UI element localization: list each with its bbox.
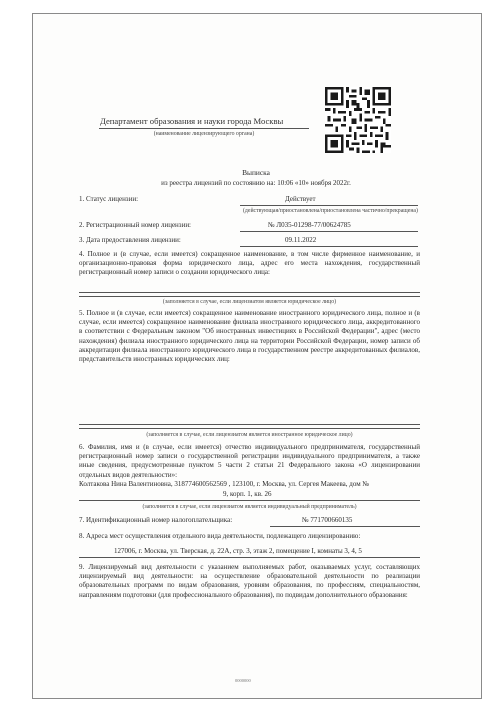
section-5-line-1 bbox=[79, 424, 420, 425]
section-4-caption: (заполняется в случае, если лицензиатом является юридическое лицо) bbox=[162, 299, 337, 305]
section-5-text: 5. Полное и (в случае, если имеется) сокращенное наименование иностранного юридического лица, полное и (в случае, если имеется) сокращенное наименование филиала иностранного юридического лица, аккредитованного в соответствии с Федеральным законом "Об иностранных инвестициях в Российской Федерации", адрес (место нахождения) филиала иностранного юридического лица на территории Российской Федерации, номер записи об аккредитации филиала иностранного юридического лица в государственном реестре аккредитованных филиалов, представительств иностранных юридических лиц: bbox=[79, 309, 420, 364]
section-9-text: 9. Лицензируемый вид деятельности с указанием выполняемых работ, оказываемых услуг, составляющих лицензируемый вид деятельности: на осуществление образовательной деятельности по реализации образовательных программ по видам образования, уровням образования, по профессиям, специальностям, направлениям подготовки (для профессионального образования), по подвидам дополнительного образования: bbox=[79, 563, 420, 599]
section-6-underline bbox=[79, 500, 420, 501]
entrepreneur-details-line-2: 9, корп. 1, кв. 26 bbox=[223, 490, 272, 498]
entrepreneur-details-line-1: Колтакова Нина Валентиновна, 318774600562569 , 123100, г. Москва, ул. Сергея Макеева, дом № bbox=[79, 480, 370, 488]
inn-value: № 771700660135 bbox=[302, 516, 353, 524]
activity-address: 127006, г. Москва, ул. Тверская, д. 22А, стр. 3, этаж 2, помещение I, комнаты 3, 4, 5 bbox=[114, 547, 362, 555]
inn-label: 7. Идентификационный номер налогоплательщика: bbox=[79, 516, 233, 524]
authority-caption: (наименование лицензирующего органа) bbox=[153, 131, 255, 137]
status-label: 1. Статус лицензии: bbox=[79, 195, 139, 203]
status-value: Действует bbox=[285, 195, 316, 203]
section-8-underline bbox=[79, 557, 420, 558]
qr-code-icon bbox=[325, 87, 391, 153]
status-underline bbox=[240, 205, 418, 206]
document-title: Выписка bbox=[242, 168, 270, 177]
authority-underline bbox=[99, 128, 309, 129]
license-date-value: 09.11.2022 bbox=[285, 236, 317, 244]
registration-number-value: № Л035-01298-77/00624785 bbox=[268, 221, 351, 229]
document-subtitle: из реестра лицензий по состоянию на: 10:06 «10» ноября 2022г. bbox=[161, 179, 351, 187]
section-6-caption: (заполняется в случае, если лицензиатом является индивидуальный предприниматель) bbox=[142, 504, 357, 510]
section-8-text: 8. Адреса мест осуществления отдельного вида деятельности, подлежащего лицензированию: bbox=[79, 532, 361, 540]
footer-mark: 0000000 bbox=[235, 678, 251, 683]
date-underline bbox=[240, 246, 418, 247]
issuing-authority-name: Департамент образования и науки города Москвы bbox=[100, 116, 284, 126]
section-4-line-1 bbox=[79, 292, 420, 293]
section-5-caption: (заполняется в случае, если лицензиатом является иностранное юридическое лицо) bbox=[146, 432, 353, 438]
registration-underline bbox=[240, 231, 418, 232]
inn-underline bbox=[270, 526, 420, 527]
section-5-line-2 bbox=[79, 428, 420, 429]
registration-number-label: 2. Регистрационный номер лицензии: bbox=[79, 221, 192, 229]
section-6-text: 6. Фамилия, имя и (в случае, если имеется) отчество индивидуального предпринимателя, государственный регистрационный номер записи о государственной регистрации индивидуального предпринимателя, а также иные сведения, предусмотренные пунктом 5 части 2 статьи 21 Федерального закона «О лицензировании отдельных видов деятельности»: bbox=[79, 443, 420, 479]
status-caption: (действующая/приостановлена/приостановлена частично/прекращена) bbox=[243, 208, 418, 214]
section-4-text: 4. Полное и (в случае, если имеется) сокращенное наименование, в том числе фирменное наименование, и организационно-правовая форма юридического лица, адрес его места нахождения, государственный регистрационный номер записи о создании юридического лица: bbox=[79, 250, 420, 277]
section-4-line-2 bbox=[79, 296, 420, 297]
license-date-label: 3. Дата предоставления лицензии: bbox=[79, 236, 181, 244]
